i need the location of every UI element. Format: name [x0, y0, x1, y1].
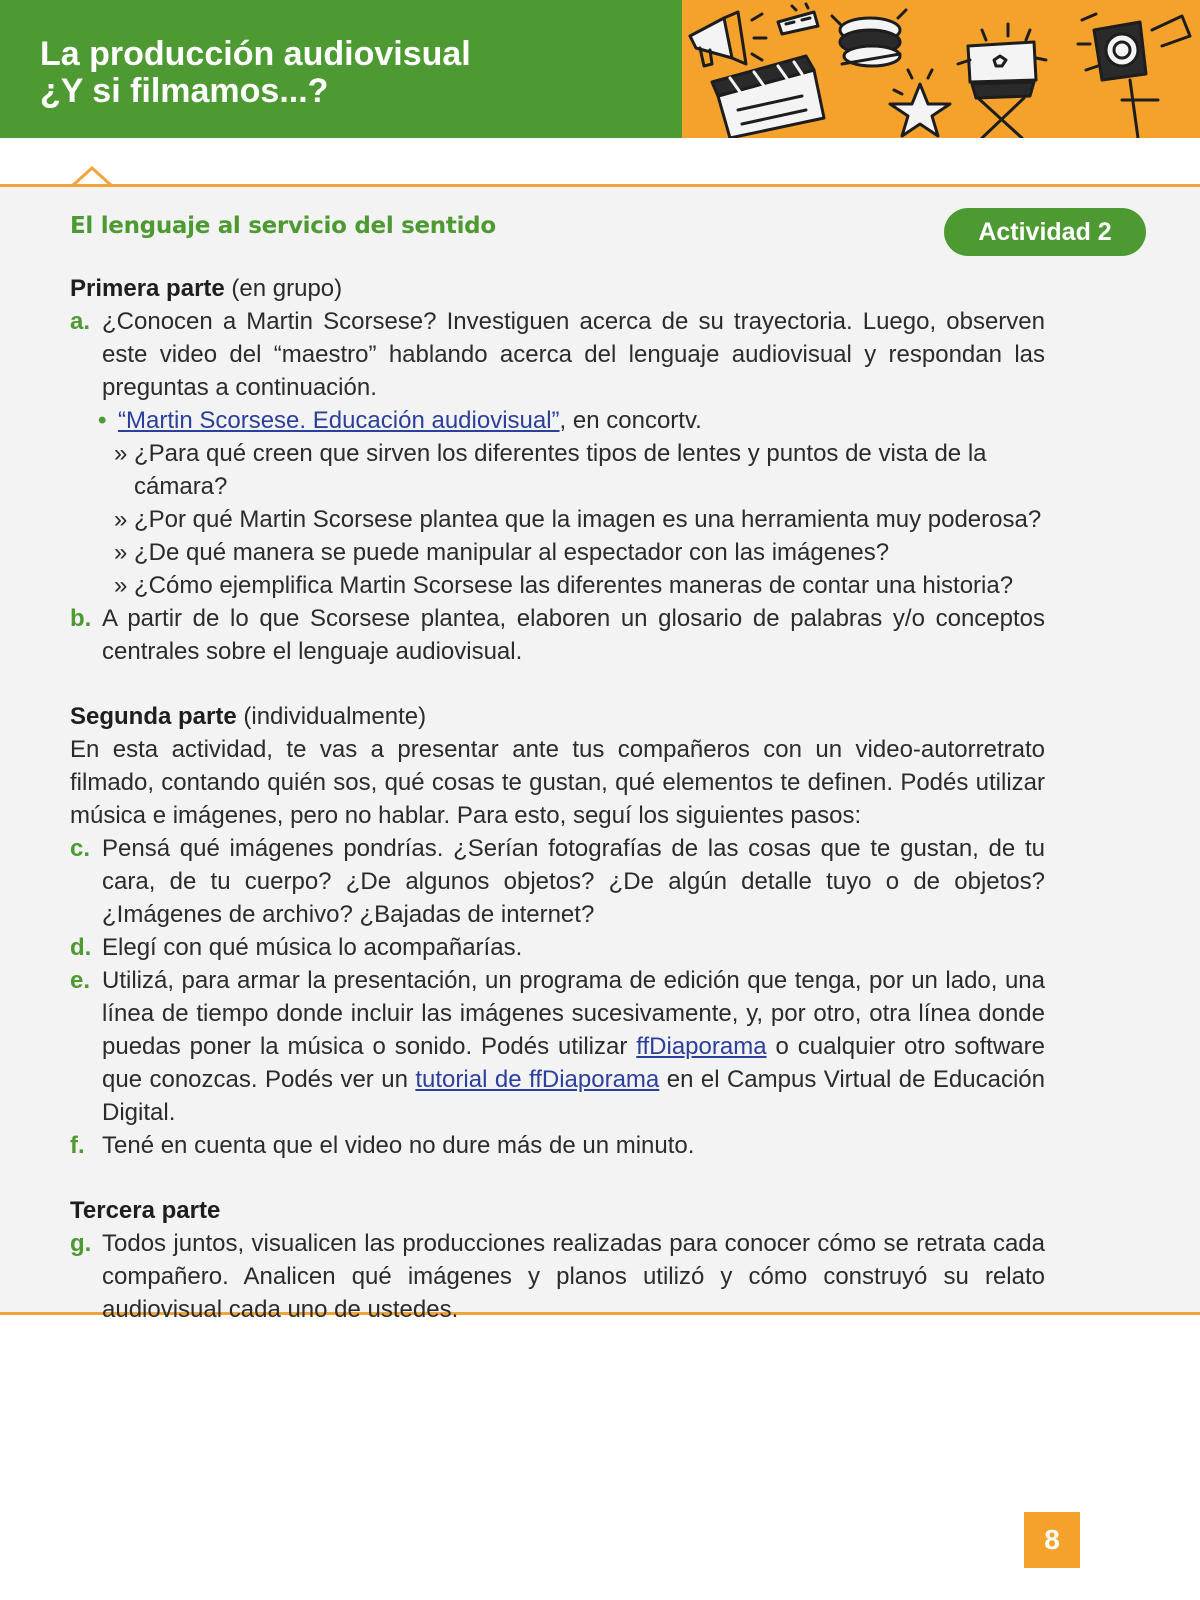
item-text: en el Campus Virtual de Educación Digital. [102, 1066, 1046, 1126]
item-text: Todos juntos, visualicen las producciones realizadas para conocer cómo se retrata cada compañero. Analicen qué imágenes y planos utilizó y cómo construyó su relato audiovisual cada uno de ustedes. [102, 1230, 1045, 1323]
header-title-line2: ¿Y si filmamos...? [40, 72, 329, 110]
video-bullet [70, 404, 1045, 437]
item-f [70, 1129, 1045, 1162]
item-letter: d. [70, 934, 92, 961]
item-letter: a. [70, 308, 91, 335]
bullet-rest: , en concortv. [559, 407, 702, 434]
clapperboard-icon [712, 56, 824, 138]
question-item [70, 536, 1045, 569]
part1-heading [70, 272, 1045, 305]
item-text: A partir de lo que Scorsese plantea, elaboren un glosario de palabras y/o conceptos centrales sobre el lenguaje audiovisual. [102, 605, 1045, 665]
item-letter: g. [70, 1230, 92, 1257]
item-letter: e. [70, 967, 91, 994]
director-chair-icon [958, 24, 1046, 138]
part2-intro: En esta actividad, te vas a presentar ante tus compañeros con un video-autorretrato filmado, contando quién sos, qué cosas te gustan, qué elementos te definen. Podés utilizar música e imágenes, pero no hablar. Para esto, seguí los siguientes pasos: [70, 736, 1045, 829]
question-item [70, 569, 1045, 602]
part3-heading [70, 1194, 1045, 1227]
cinema-doodles-illustration [682, 0, 1200, 138]
part2-title: Segunda parte [70, 703, 237, 730]
part1-title: Primera parte [70, 275, 225, 302]
question-text: ¿Por qué Martin Scorsese plantea que la imagen es una herramienta muy poderosa? [134, 506, 1042, 533]
bullet-dot-icon: • [98, 407, 107, 434]
chevron-right-icon: » [114, 440, 128, 467]
spotlight-icon [1078, 14, 1190, 138]
question-text: ¿De qué manera se puede manipular al espectador con las imágenes? [134, 539, 890, 566]
item-text: Tené en cuenta que el video no dure más de un minuto. [102, 1132, 695, 1159]
item-text: Elegí con qué música lo acompañarías. [102, 934, 523, 961]
part2-subtitle: (individualmente) [236, 703, 427, 730]
ffdiaporama-link[interactable]: ffDiaporama [636, 1033, 767, 1060]
film-reel-icon [832, 10, 906, 66]
activity-content [70, 272, 1045, 1326]
part3-title: Tercera parte [70, 1197, 221, 1224]
megaphone-icon [690, 12, 766, 66]
part1-subtitle: (en grupo) [224, 275, 343, 302]
question-item [70, 437, 1045, 503]
question-text: ¿Para qué creen que sirven los diferentes tipos de lentes y puntos de vista de la cámara? [134, 440, 987, 500]
header-title [40, 36, 471, 110]
item-text: ¿Conocen a Martin Scorsese? Investiguen acerca de su trayectoria. Luego, observen este video del “maestro” hablando acerca del lenguaje audiovisual y respondan las preguntas a continuación. [102, 308, 1045, 401]
item-letter: f. [70, 1132, 85, 1159]
question-text: ¿Cómo ejemplifica Martin Scorsese las diferentes maneras de contar una historia? [134, 572, 1014, 599]
item-g [70, 1227, 1045, 1326]
header-title-line1: La producción audiovisual [40, 35, 471, 73]
section-title: El lenguaje al servicio del sentido [70, 213, 496, 239]
item-text: o cualquier otro software que conozcas. Podés ver un [102, 1033, 1045, 1093]
item-letter: b. [70, 605, 92, 632]
item-text: Utilizá, para armar la presentación, un programa de edición que tenga, por un lado, una línea de tiempo donde incluir las imágenes sucesivamente, y, por otro, otra línea donde puedas poner la música o sonido. Podés utilizar [102, 967, 1045, 1060]
glasses-icon [778, 4, 818, 34]
header-title-block [0, 0, 682, 138]
item-letter: c. [70, 835, 91, 862]
top-divider [0, 184, 1200, 187]
item-a [70, 305, 1045, 404]
item-c [70, 832, 1045, 931]
item-b [70, 602, 1045, 668]
item-text: Pensá qué imágenes pondrías. ¿Serían fotografías de las cosas que te gustan, de tu cara, de tu cuerpo? ¿De algunos objetos? ¿De algún detalle tuyo o de objetos? ¿Imágenes de archivo? ¿Bajadas de internet? [102, 835, 1045, 928]
header-illustration [682, 0, 1200, 138]
star-icon [890, 70, 950, 136]
activity-badge: Actividad 2 [944, 208, 1146, 256]
chevron-right-icon: » [114, 506, 128, 533]
item-e [70, 964, 1045, 1129]
scorsese-video-link[interactable]: “Martin Scorsese. Educación audiovisual” [118, 407, 560, 434]
page-header [0, 0, 1200, 138]
question-item [70, 503, 1045, 536]
part2-heading [70, 700, 1045, 733]
page-number: 8 [1024, 1512, 1080, 1568]
ffdiaporama-tutorial-link[interactable]: tutorial de ffDiaporama [415, 1066, 660, 1093]
item-d [70, 931, 1045, 964]
chevron-right-icon: » [114, 572, 128, 599]
chevron-right-icon: » [114, 539, 128, 566]
